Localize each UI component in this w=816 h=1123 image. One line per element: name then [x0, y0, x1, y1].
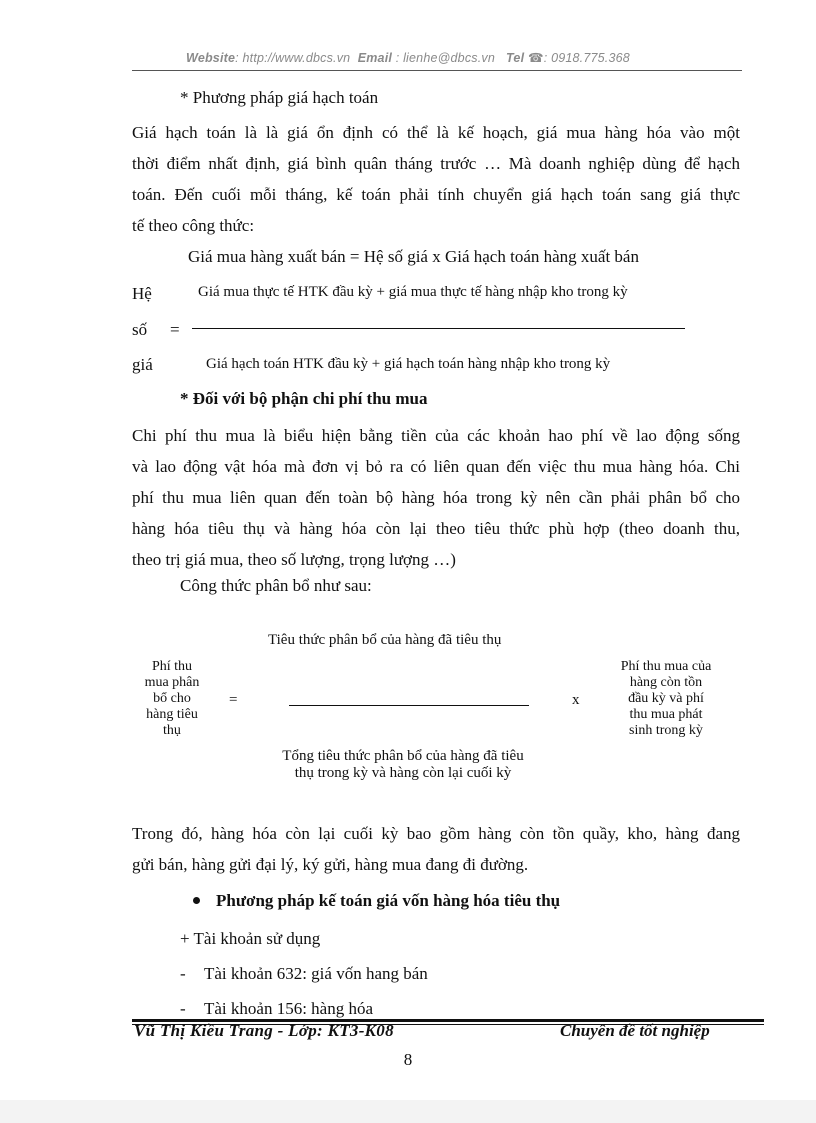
right-line: thu mua phát	[629, 707, 703, 722]
fraction-denominator	[258, 748, 548, 782]
text-line: tế theo công thức:	[132, 216, 255, 235]
equals-sign: =	[170, 320, 180, 339]
coef-word-gia: giá	[132, 355, 153, 374]
text-line: Trong đó, hàng hóa còn lại cuối kỳ bao gồm hàng còn tồn quầy, kho, hàng đang	[132, 824, 740, 843]
tel-value: : 0918.775.368	[543, 51, 630, 65]
fraction-line	[192, 328, 685, 329]
text-line: phí thu mua liên quan đến toàn bộ hàng hóa trong kỳ nên cần phải phân bổ cho	[132, 488, 740, 507]
text-line: và lao động vật hóa mà đơn vị bỏ ra có liên quan đến việc thu mua hàng hóa. Chi	[132, 457, 740, 476]
email-label: Email	[357, 51, 393, 65]
website-value: : http://www.dbcs.vn	[235, 51, 351, 65]
paragraph-hach-toan	[132, 117, 740, 241]
page-header	[0, 50, 816, 65]
page-bottom-band	[0, 1100, 816, 1123]
coef-word-he: Hệ	[132, 284, 152, 303]
paragraph-chi-phi	[132, 420, 740, 575]
left-line: bổ cho	[153, 691, 191, 706]
equals-sign: =	[229, 692, 238, 708]
fraction-numerator: Giá mua thực tế HTK đầu kỳ + giá mua thực tế hàng nhập kho trong kỳ	[198, 284, 628, 300]
times-sign: x	[572, 692, 580, 708]
section-heading-hach-toan: * Phương pháp giá hạch toán	[180, 88, 379, 107]
dash-icon: -	[180, 964, 186, 983]
section-heading-gia-von: Phương pháp kế toán giá vốn hàng hóa tiêu thụ	[216, 891, 561, 910]
formula-right-term	[606, 659, 726, 739]
accounts-label: + Tài khoản sử dụng	[180, 929, 321, 948]
fraction-line	[289, 705, 529, 706]
paragraph-hang-con-lai	[132, 818, 740, 880]
account-item-632: Tài khoản 632: giá vốn hang bán	[204, 964, 428, 983]
dash-icon: -	[180, 999, 186, 1018]
left-line: Phí thu	[151, 659, 193, 674]
account-item-156: Tài khoản 156: hàng hóa	[204, 999, 374, 1018]
phone-icon: ☎	[527, 51, 544, 65]
text-line: Chi phí thu mua là biểu hiện bằng tiền của các khoản hao phí về lao động sống	[132, 426, 740, 445]
text-line: toán. Đến cuối mỗi tháng, kế toán phải tính chuyển giá hạch toán sang giá thực	[132, 185, 740, 204]
formula-left-term	[134, 659, 210, 739]
footer-title: Chuyên đề tốt nghiệp	[560, 1021, 710, 1040]
right-line: hàng còn tồn	[629, 675, 703, 690]
text-line: hàng hóa tiêu thụ và hàng hóa còn lại theo tiêu thức phù hợp (theo doanh thu,	[132, 519, 740, 538]
left-line: hàng tiêu	[146, 707, 198, 722]
fraction-numerator: Tiêu thức phân bổ của hàng đã tiêu thụ	[268, 632, 502, 648]
text-line: Giá hạch toán là là giá ổn định có thể là kế hoạch, giá mua hàng hóa vào một	[132, 123, 740, 142]
website-label: Website	[186, 51, 236, 65]
left-line: thụ	[163, 723, 181, 738]
denominator-line: Tổng tiêu thức phân bổ của hàng đã tiêu	[282, 748, 524, 764]
text-line: theo trị giá mua, theo số lượng, trọng lượng …)	[132, 550, 456, 569]
right-line: sinh trong kỳ	[629, 723, 703, 738]
formula-gia-mua: Giá mua hàng xuất bán = Hệ số giá x Giá hạch toán hàng xuất bán	[188, 247, 639, 266]
header-divider	[132, 70, 742, 71]
bullet-icon	[193, 897, 200, 904]
section-heading-chi-phi: * Đối với bộ phận chi phí thu mua	[180, 389, 428, 408]
text-line: thời điểm nhất định, giá bình quân tháng trước … Mà doanh nghiệp dùng để hạch	[132, 154, 740, 173]
text-line: gửi bán, hàng gửi đại lý, ký gửi, hàng mua đang đi đường.	[132, 855, 529, 874]
tel-label: Tel	[506, 51, 525, 65]
email-value: : lienhe@dbcs.vn	[395, 51, 496, 65]
right-line: đầu kỳ và phí	[628, 691, 704, 706]
right-line: Phí thu mua của	[620, 659, 712, 674]
page-number: 8	[403, 1050, 413, 1069]
coef-word-so: số	[132, 320, 148, 339]
denominator-line: thụ trong kỳ và hàng còn lại cuối kỳ	[294, 765, 512, 781]
footer-author: Vũ Thị Kiều Trang - Lớp: KT3-K08	[134, 1021, 394, 1040]
left-line: mua phân	[144, 675, 200, 690]
fraction-denominator: Giá hạch toán HTK đầu kỳ + giá hạch toán hàng nhập kho trong kỳ	[206, 356, 611, 372]
formula-intro: Công thức phân bổ như sau:	[180, 576, 372, 595]
